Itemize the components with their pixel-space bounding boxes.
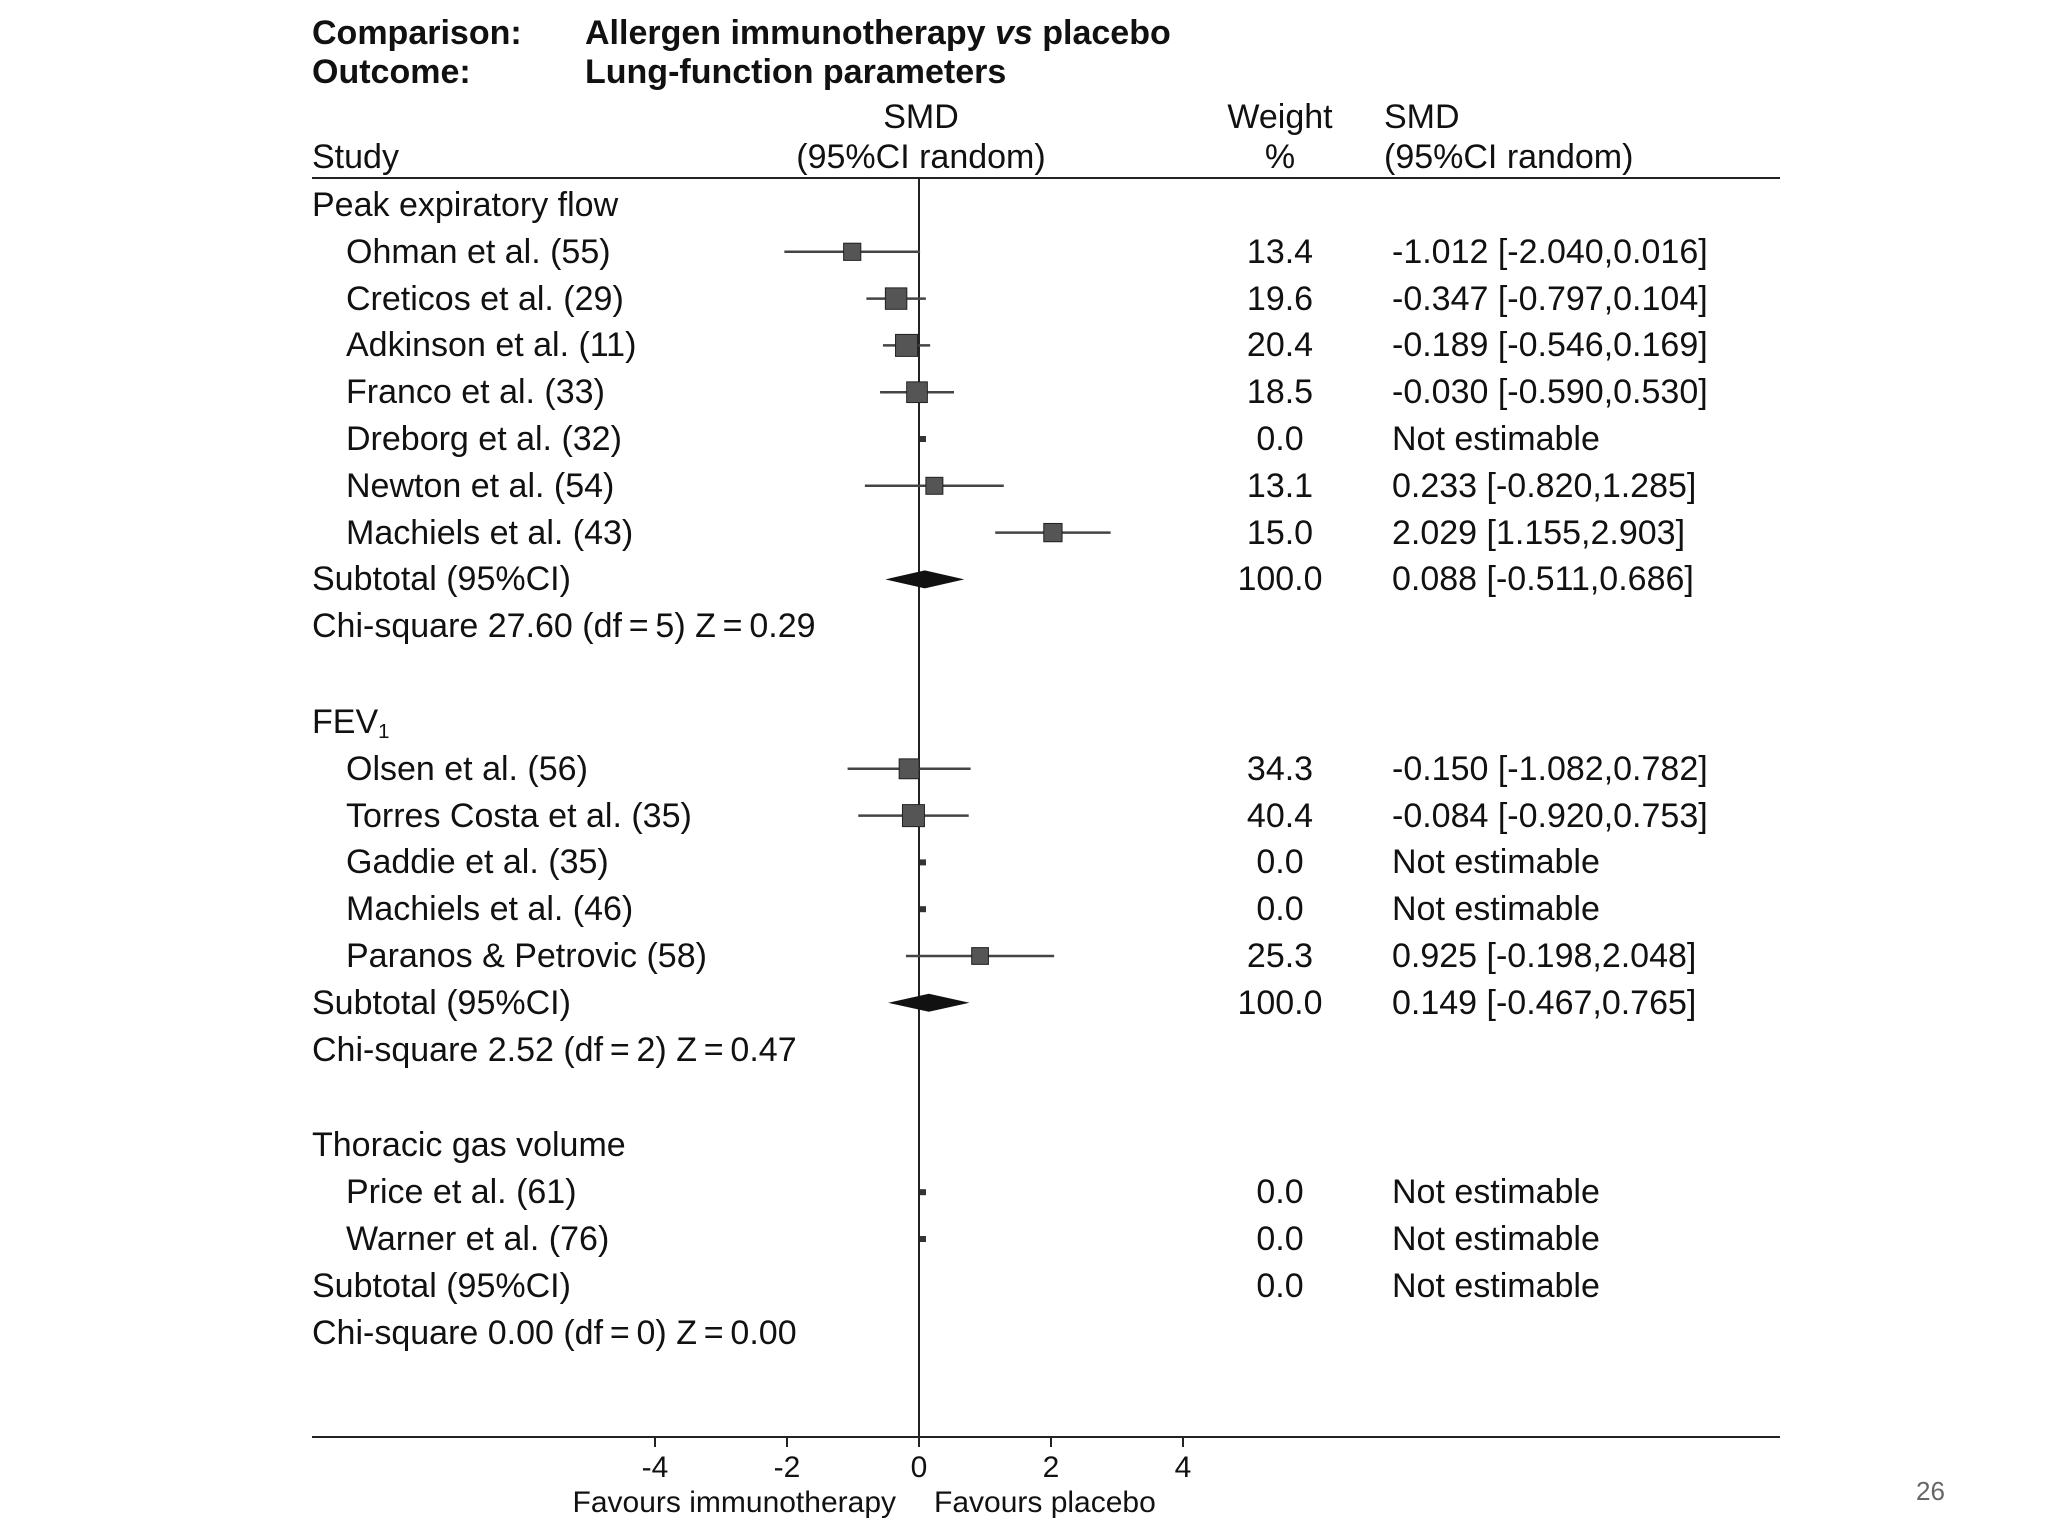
group-title-subscript: 1	[378, 721, 390, 744]
study-not-estimable-marker	[920, 859, 926, 865]
subtotal-smd-ci: Not estimable	[1392, 1266, 1600, 1305]
study-label: Newton et al. (54)	[346, 466, 615, 505]
heterogeneity-stats: Chi-square 0.00 (df = 0) Z = 0.00	[312, 1313, 797, 1352]
study-label: Adkinson et al. (11)	[346, 326, 637, 365]
study-smd-ci: -0.150 [-1.082,0.782]	[1392, 749, 1708, 788]
study-weight: 0.0	[1256, 420, 1304, 458]
study-label: Ohman et al. (55)	[346, 232, 611, 271]
subtotal-label: Subtotal (95%CI)	[312, 1266, 571, 1305]
study-smd-ci: Not estimable	[1392, 1173, 1600, 1212]
study-label: Machiels et al. (46)	[346, 890, 634, 929]
heterogeneity-stats: Chi-square 27.60 (df = 5) Z = 0.29	[312, 607, 816, 646]
favours-immunotherapy-label: Favours immunotherapy	[572, 1486, 896, 1519]
study-weight: 34.3	[1246, 749, 1314, 788]
study-weight: 20.4	[1246, 326, 1314, 365]
heterogeneity-stats: Chi-square 2.52 (df = 2) Z = 0.47	[312, 1030, 797, 1069]
group-title: $FEV_1$	[312, 703, 390, 744]
x-axis-tick-label: -4	[641, 1451, 669, 1484]
study-weight: 0.0	[1256, 1220, 1304, 1258]
subtotal-smd-ci: 0.149 [-0.467,0.765]	[1392, 983, 1697, 1022]
study-effect-box	[1044, 523, 1062, 541]
group-title: Thoracic gas volume	[312, 1126, 626, 1165]
study-not-estimable-marker	[920, 1189, 926, 1195]
study-effect-box	[896, 334, 918, 356]
subtotal-diamond	[888, 994, 969, 1012]
study-weight: 13.1	[1246, 466, 1314, 505]
outcome-value: Lung-function parameters	[585, 53, 1007, 91]
study-smd-ci: 0.925 [-0.198,2.048]	[1392, 937, 1697, 975]
column-header-smd-text-line1: SMD	[1384, 98, 1460, 136]
comparison-value-part2: placebo	[1042, 14, 1171, 52]
study-weight: 0.0	[1256, 890, 1304, 929]
comparison-value-part1: Allergen immunotherapy	[585, 14, 986, 52]
study-smd-ci: 0.233 [-0.820,1.285]	[1392, 466, 1697, 505]
study-smd-ci: -0.030 [-0.590,0.530]	[1392, 373, 1708, 412]
study-smd-ci: -0.189 [-0.546,0.169]	[1392, 326, 1708, 365]
subtotal-label: Subtotal (95%CI)	[312, 560, 571, 599]
x-axis-tick-label: 2	[1042, 1451, 1060, 1484]
outcome-label: Outcome:	[312, 53, 471, 91]
study-weight: 0.0	[1256, 1173, 1304, 1212]
study-weight: 13.4	[1246, 232, 1314, 271]
x-axis-tick-label: 4	[1174, 1451, 1192, 1484]
study-effect-box	[899, 759, 919, 779]
study-weight: 19.6	[1246, 279, 1314, 318]
study-smd-ci: -0.084 [-0.920,0.753]	[1392, 796, 1708, 835]
comparison-vs: vs	[994, 14, 1033, 52]
study-effect-box	[902, 805, 924, 827]
study-label: Torres Costa et al. (35)	[346, 796, 692, 835]
subtotal-smd-ci: 0.088 [-0.511,0.686]	[1392, 560, 1694, 599]
study-label: Paranos & Petrovic (58)	[346, 937, 707, 975]
study-label: Franco et al. (33)	[346, 373, 605, 412]
study-label: Gaddie et al. (35)	[346, 843, 609, 882]
x-axis-tick-label: 0	[910, 1451, 928, 1484]
study-weight: 40.4	[1246, 796, 1314, 835]
study-label: Warner et al. (76)	[346, 1220, 610, 1258]
study-smd-ci: Not estimable	[1392, 890, 1600, 929]
subtotal-weight: 100.0	[1237, 983, 1323, 1022]
study-effect-box	[926, 477, 943, 494]
study-smd-ci: Not estimable	[1392, 420, 1600, 458]
x-axis-tick-label: -2	[773, 1451, 801, 1484]
study-smd-ci: 2.029 [1.155,2.903]	[1392, 513, 1686, 552]
comparison-label: Comparison:	[312, 14, 522, 52]
subtotal-weight: 100.0	[1237, 560, 1323, 599]
study-label: Price et al. (61)	[346, 1173, 577, 1212]
study-weight: 25.3	[1246, 937, 1314, 975]
study-weight: 18.5	[1246, 373, 1314, 412]
study-label: Dreborg et al. (32)	[346, 420, 622, 458]
column-header-smd-plot-line1: SMD	[883, 98, 959, 136]
study-weight: 15.0	[1246, 513, 1314, 552]
study-effect-box	[885, 288, 906, 309]
column-header-weight-line1: Weight	[1227, 98, 1333, 136]
study-effect-box	[972, 948, 989, 965]
column-header-smd-text-line2: (95%CI random)	[1384, 138, 1634, 176]
study-effect-box	[844, 243, 861, 260]
favours-placebo-label: Favours placebo	[934, 1486, 1156, 1519]
study-label: Olsen et al. (56)	[346, 749, 588, 788]
study-effect-box	[907, 382, 928, 403]
study-smd-ci: -0.347 [-0.797,0.104]	[1392, 279, 1708, 318]
subtotal-diamond	[885, 570, 964, 588]
group-title: Peak expiratory flow	[312, 186, 619, 224]
slide-number: 26	[1916, 1476, 1945, 1506]
subtotal-label: Subtotal (95%CI)	[312, 983, 571, 1022]
study-not-estimable-marker	[920, 906, 926, 912]
study-smd-ci: -1.012 [-2.040,0.016]	[1392, 232, 1708, 271]
column-header-weight-line2: %	[1264, 138, 1296, 176]
study-weight: 0.0	[1256, 843, 1304, 882]
study-not-estimable-marker	[920, 1236, 926, 1242]
subtotal-weight: 0.0	[1256, 1266, 1304, 1305]
study-smd-ci: Not estimable	[1392, 843, 1600, 882]
column-header-study: Study	[312, 138, 399, 176]
study-not-estimable-marker	[920, 436, 926, 442]
column-header-smd-plot-line2: (95%CI random)	[796, 138, 1046, 176]
study-label: Machiels et al. (43)	[346, 513, 634, 552]
study-smd-ci: Not estimable	[1392, 1220, 1600, 1258]
study-label: Creticos et al. (29)	[346, 279, 624, 318]
